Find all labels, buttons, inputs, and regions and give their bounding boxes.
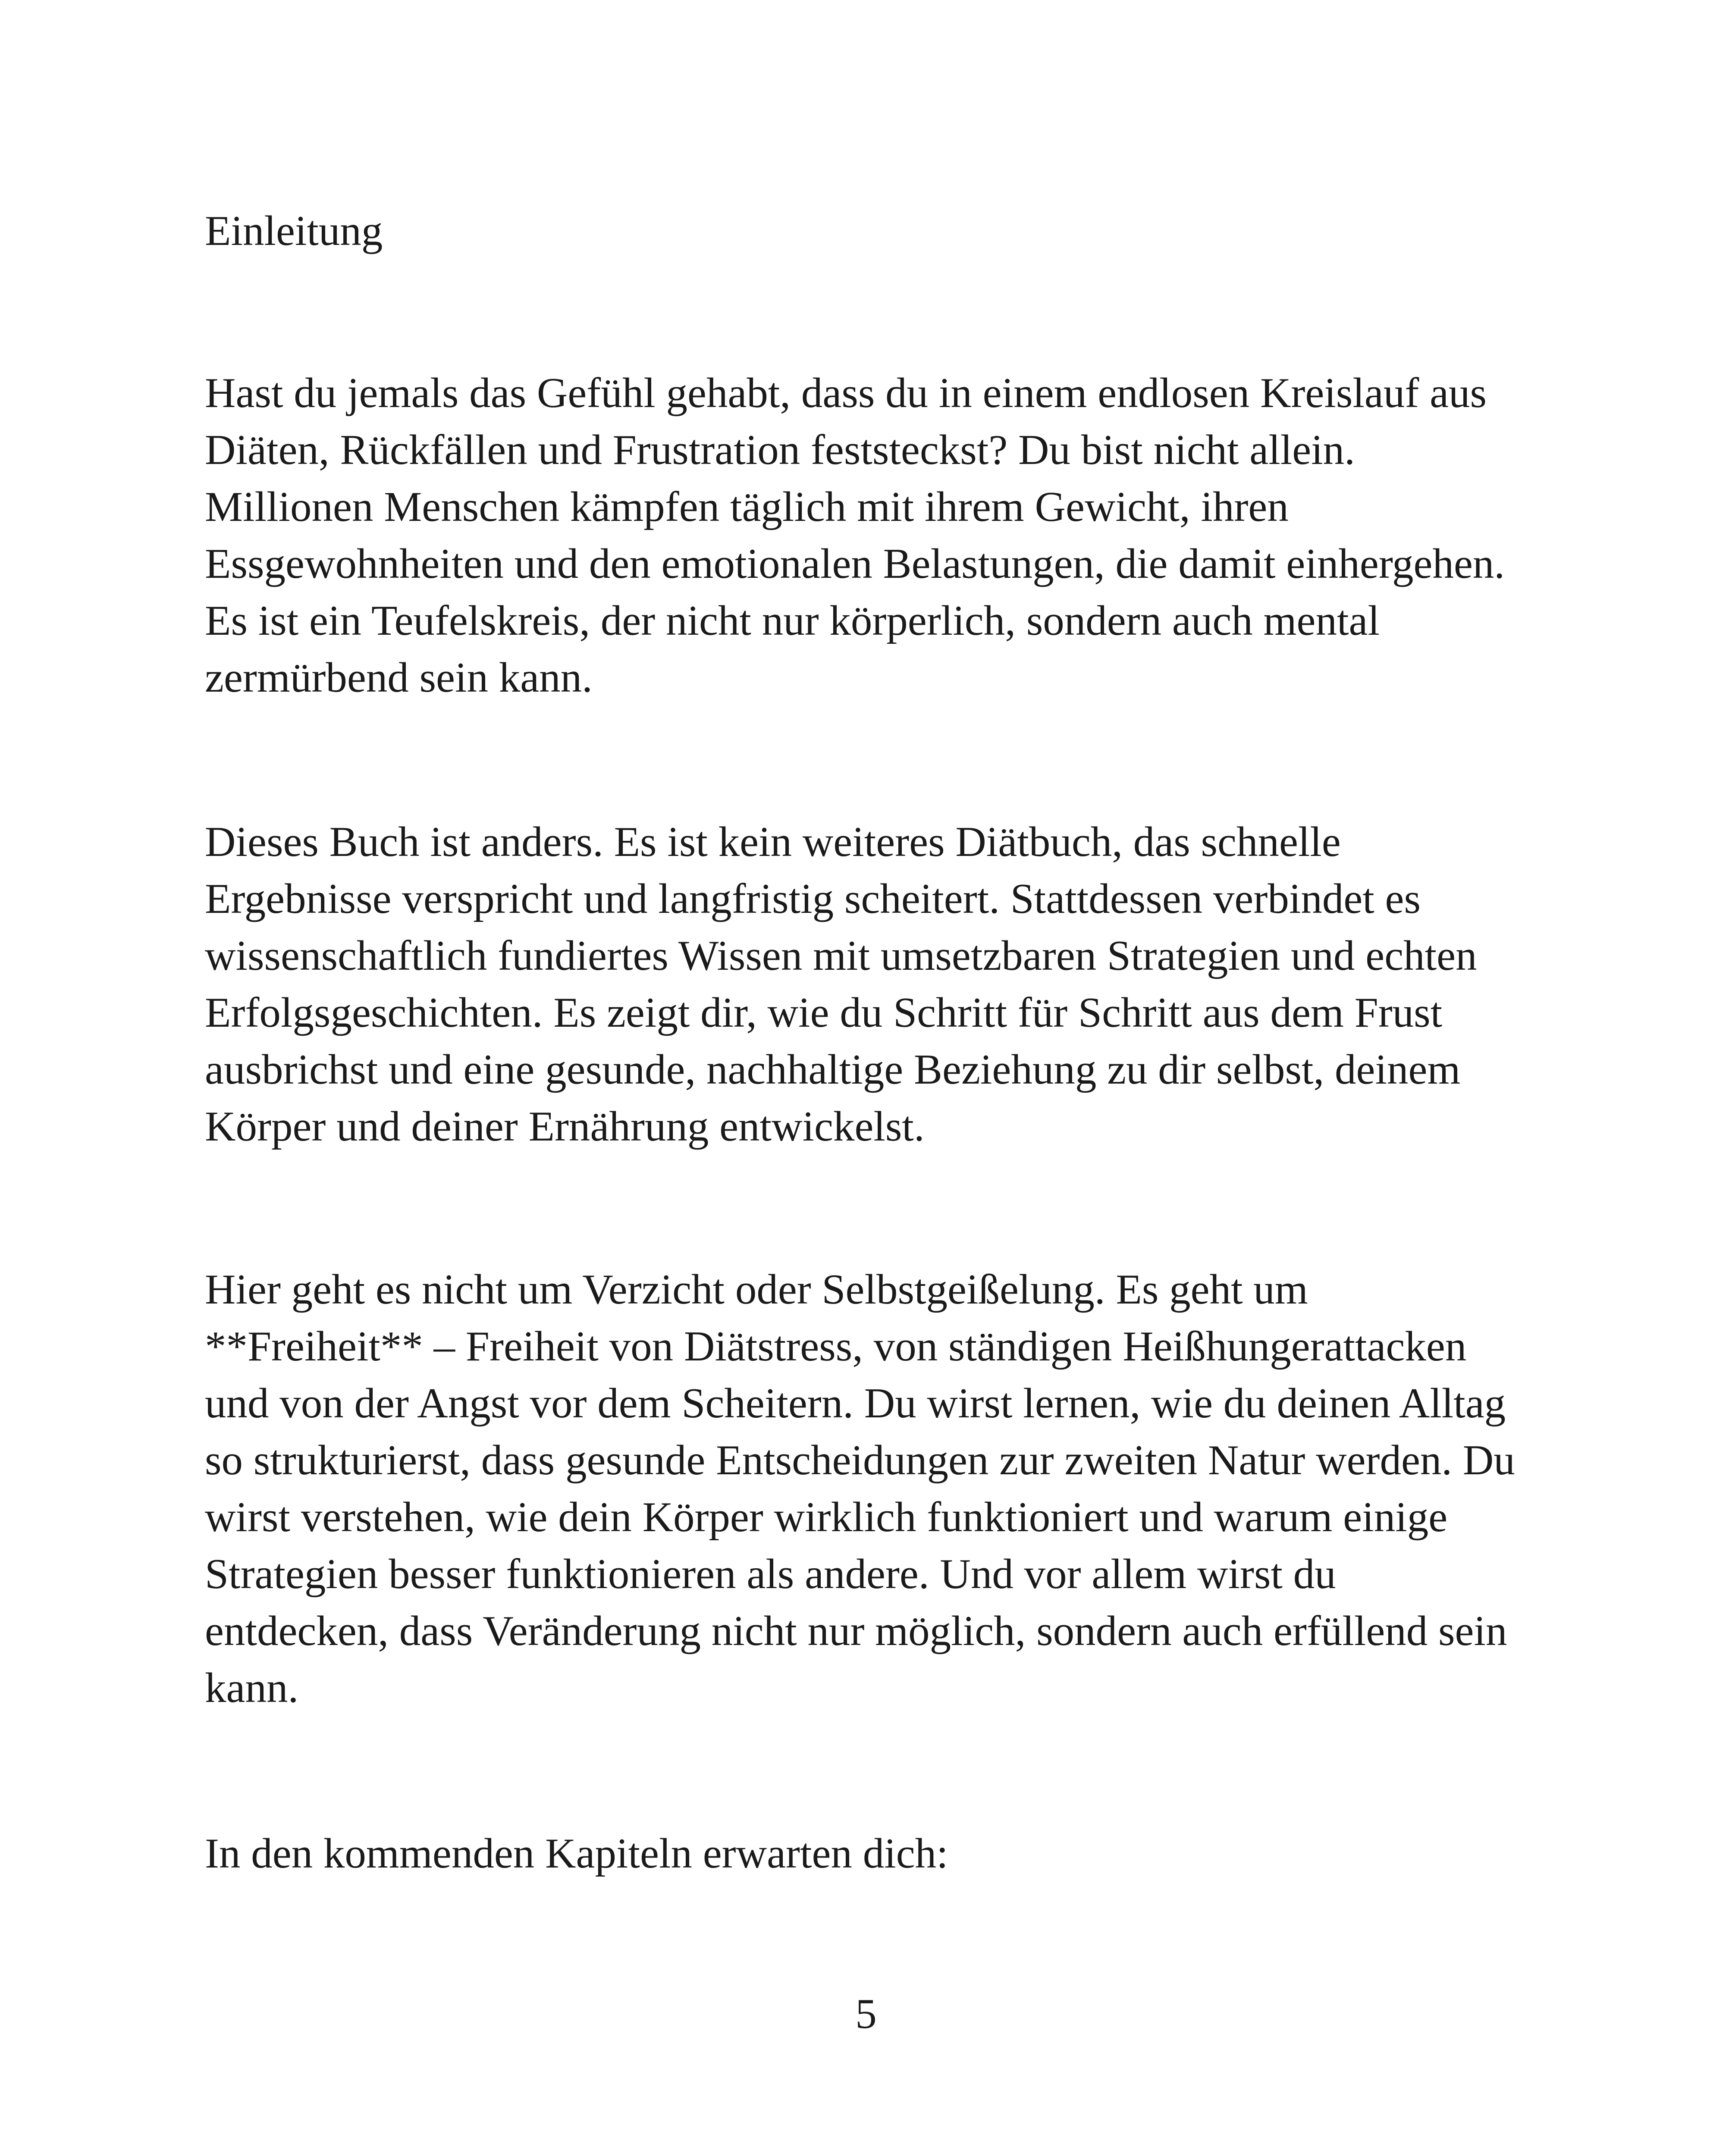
page-number: 5 [855, 1990, 877, 2037]
paragraph-freedom: Hier geht es nicht um Verzicht oder Selbstgeißelung. Es geht um **Freiheit** – Freiheit von Diätstress, von ständigen Heißhungerattacken und von der Angst vor dem Scheitern. Du wirst lernen, wie du deinen Alltag so strukturierst, dass gesunde Entscheidungen zur zweiten Natur werden. Du wirst verstehen, wie dein Körper wirklich funktioniert und warum einige Strategien besser funktionieren als andere. Und vor allem wirst du entdecken, dass Veränderung nicht nur möglich, sondern auch erfüllend sein kann. [205, 1266, 1515, 1711]
section-heading: Einleitung [205, 207, 383, 254]
paragraph-book-description: Dieses Buch ist anders. Es ist kein weiteres Diätbuch, das schnelle Ergebnisse verspricht und langfristig scheitert. Stattdessen verbindet es wissenschaftlich fundiertes Wissen mit umsetzbaren Strategien und echten Erfolgsgeschichten. Es zeigt dir, wie du Schritt für Schritt aus dem Frust ausbrichst und eine gesunde, nachhaltige Beziehung zu dir selbst, deinem Körper und deiner Ernährung entwickelst. [205, 818, 1477, 1150]
paragraph-chapters-lead: In den kommenden Kapiteln erwarten dich: [205, 1830, 948, 1877]
paragraph-intro: Hast du jemals das Gefühl gehabt, dass du in einem endlosen Kreislauf aus Diäten, Rückfällen und Frustration feststeckst? Du bist nicht allein. Millionen Menschen kämpfen täglich mit ihrem Gewicht, ihren Essgewohnheiten und den emotionalen Belastungen, die damit einhergehen. Es ist ein Teufelskreis, der nicht nur körperlich, sondern auch mental zermürbend sein kann. [205, 370, 1505, 701]
